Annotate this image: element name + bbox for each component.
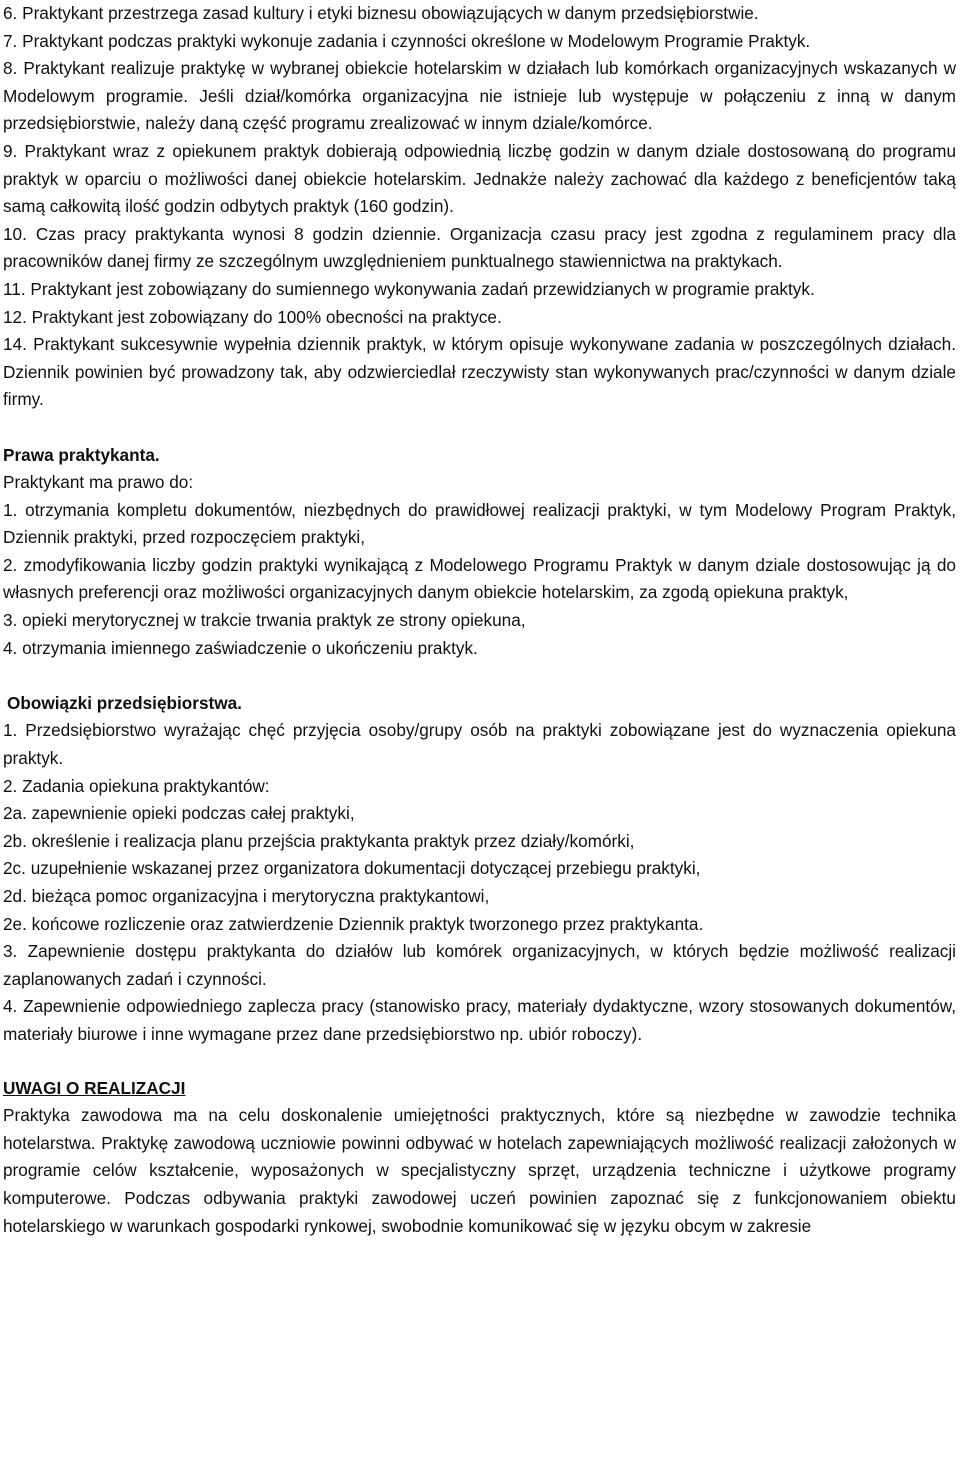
duties-item-4: 4. Zapewnienie odpowiedniego zaplecza pracy (stanowisko pracy, materiały dydaktyczne, wzory stosowanych dokumentów, materiały biurowe i inne wymagane przez dane przedsiębiorstwo np. ubiór roboczy). — [3, 996, 956, 1044]
intro-item-12: 12. Praktykant jest zobowiązany do 100% obecności na praktyce. — [3, 306, 502, 327]
intro-item-8: 8. Praktykant realizuje praktykę w wybranej obiekcie hotelarskim w działach lub komórkach organizacyjnych wskazanych w Modelowym programie. Jeśli dział/komórka organizacyjna nie istnieje lub występuje w połączeniu z inną w danym przedsiębiorstwie, należy daną część programu zrealizować w innym dziale/komórce. — [3, 58, 956, 134]
section-spacer — [3, 1049, 956, 1075]
duties-heading: Obowiązki przedsiębiorstwa. — [7, 692, 242, 713]
intro-item-6: 6. Praktykant przestrzega zasad kultury i etyki biznesu obowiązujących w danym przedsiębiorstwie. — [3, 3, 759, 23]
duties-item-2b: 2b. określenie i realizacja planu przejścia praktykanta praktyk przez działy/komórki, — [3, 830, 635, 851]
intro-item-11: 11. Praktykant jest zobowiązany do sumiennego wykonywania zadań przewidzianych w programie praktyk. — [3, 278, 815, 299]
remarks-heading: UWAGI O REALIZACJI — [3, 1077, 186, 1098]
duties-item-2a: 2a. zapewnienie opieki podczas całej praktyki, — [3, 803, 355, 824]
rights-lead: Praktykant ma prawo do: — [3, 472, 194, 493]
duties-item-2e: 2e. końcowe rozliczenie oraz zatwierdzenie Dziennik praktyk tworzonego przez praktykanta. — [3, 913, 704, 934]
duties-item-3: 3. Zapewnienie dostępu praktykanta do działów lub komórek organizacyjnych, w których będzie możliwość realizacji zaplanowanych zadań i czynności. — [3, 941, 956, 989]
intro-item-7: 7. Praktykant podczas praktyki wykonuje zadania i czynności określone w Modelowym Programie Praktyk. — [3, 30, 811, 51]
rights-item-1: 1. otrzymania kompletu dokumentów, niezbędnych do prawidłowej realizacji praktyki, w tym Modelowy Program Praktyk, Dziennik praktyki, przed rozpoczęciem praktyki, — [3, 499, 956, 548]
intro-item-9: 9. Praktykant wraz z opiekunem praktyk dobierają odpowiednią liczbę godzin w danym dziale dostosowaną do programu praktyk w oparciu o możliwości danej obiekcie hotelarskim. Jednakże należy zachować dla każdego z beneficjentów taką samą całkowitą ilość godzin odbytych praktyk (160 godzin). — [3, 140, 956, 217]
rights-item-3: 3. opieki merytorycznej w trakcie trwania praktyk ze strony opiekuna, — [3, 610, 526, 631]
remarks-text: Praktyka zawodowa ma na celu doskonalenie umiejętności praktycznych, które są niezbędne w zawodzie technika hotelarstwa. Praktykę zawodową uczniowie powinni odbywać w hotelach zapewniających możliwość realizacji założonych w programie celów kształcenie, wyposażonych w specjalistyczny sprzęt, urządzenia techniczne i użytkowe programy komputerowe. Podczas odbywania praktyki zawodowej uczeń powinien zapoznać się z funkcjonowaniem obiektu hotelarskiego w warunkach gospodarki rynkowej, swobodnie komunikować się w języku obcym w zakresie — [3, 1105, 956, 1236]
intro-item-10: 10. Czas pracy praktykanta wynosi 8 godzin dziennie. Organizacja czasu pracy jest zgodna z regulaminem pracy dla pracowników danej firmy ze szczególnym uwzględnieniem punktualnego stawiennictwa na praktykach. — [3, 223, 956, 272]
duties-item-2c: 2c. uzupełnienie wskazanej przez organizatora dokumentacji dotyczącej przebiegu praktyki, — [3, 858, 701, 879]
rights-item-2: 2. zmodyfikowania liczby godzin praktyki wynikającą z Modelowego Programu Praktyk w danym dziale dostosowując ją do własnych preferencji oraz możliwości organizacyjnych danym obiekcie hotelarskim, za zgodą opiekuna praktyk, — [3, 554, 956, 603]
duties-item-1: 1. Przedsiębiorstwo wyrażając chęć przyjęcia osoby/grupy osób na praktyki zobowiązane jest do wyznaczenia opiekuna praktyk. — [3, 720, 956, 769]
rights-item-4: 4. otrzymania imiennego zaświadczenie o ukończeniu praktyk. — [3, 637, 478, 658]
duties-item-2: 2. Zadania opiekuna praktykantów: — [3, 775, 270, 796]
duties-item-2d: 2d. bieżąca pomoc organizacyjna i merytoryczna praktykantowi, — [3, 886, 490, 906]
section-spacer — [3, 662, 956, 690]
intro-item-14: 14. Praktykant sukcesywnie wypełnia dziennik praktyk, w którym opisuje wykonywane zadania w poszczególnych działach. Dziennik powinien być prowadzony tak, aby odzwierciedlał rzeczywisty stan wykonywanych prac/czynności w danym dziale firmy. — [3, 334, 956, 410]
rights-heading: Prawa praktykanta. — [3, 444, 160, 465]
section-spacer — [3, 414, 956, 442]
